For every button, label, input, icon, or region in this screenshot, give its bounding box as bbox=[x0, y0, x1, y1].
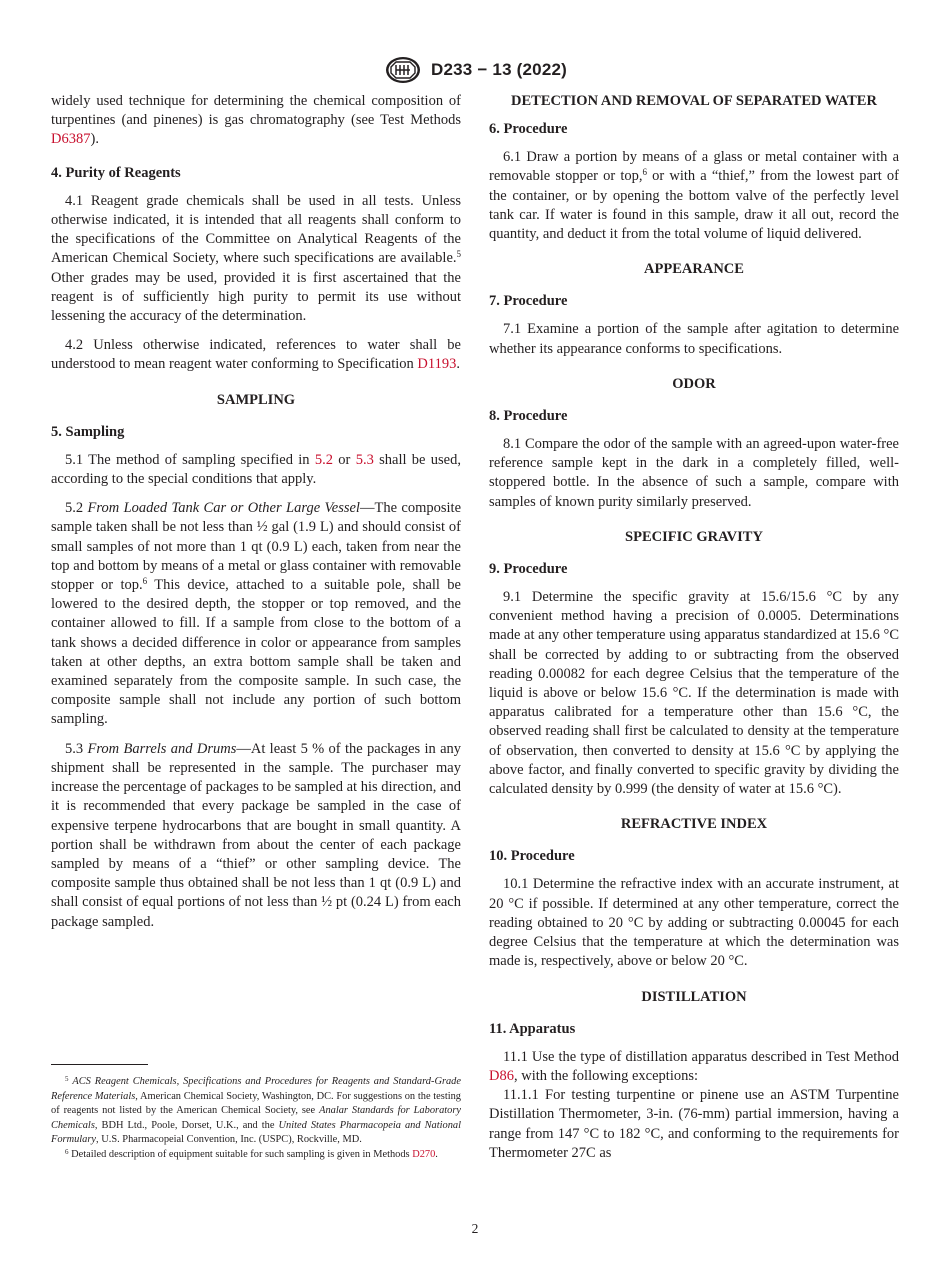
right-column bbox=[489, 92, 899, 1173]
footnote-6-marker[interactable]: 6 bbox=[142, 576, 148, 587]
section-9-title: 9. Procedure bbox=[489, 560, 568, 577]
ref-d86-link[interactable]: D86 bbox=[489, 1067, 514, 1084]
astm-logo-icon bbox=[383, 55, 423, 85]
sampling-heading: SAMPLING bbox=[216, 391, 296, 408]
section-7-title: 7. Procedure bbox=[489, 293, 568, 310]
section-8-title: 8. Procedure bbox=[489, 407, 568, 424]
distillation-heading: DISTILLATION bbox=[641, 988, 747, 1005]
paragraph-5-3: 5.3 From Barrels and Drums—At least 5 % of the packages in any shipment shall be represented in the sample. The purchaser may increase the percentage of packages to be sampled at his direction, and it is recommended that every package be sampled in the case of expensive terpene hydrocarbons that are bought in small quantity. A portion shall be withdrawn from about the center of each package sampled by means of a “thief” or other sampling device. The composite sample thus obtained shall be not less than 1 qt (0.9 L) and shall consist of equal portions of not less than ½ pt (0.24 L) from each package sampled. bbox=[51, 740, 462, 930]
page-header bbox=[0, 52, 950, 88]
intro-paragraph: widely used technique for determining the chemical composition of turpentines (and pinenes) is gas chromatography (see Test Methods D6387). bbox=[51, 93, 461, 148]
ref-d6387-link[interactable]: D6387 bbox=[51, 131, 91, 148]
paragraph-5-2: 5.2 From Loaded Tank Car or Other Large Vessel—The composite sample taken shall be not less than ½ gal (1.9 L) and should consist of small samples of not more than 1 qt (0.9 L) each, taken from near the top and bottom by means of a metal or glass container with removable stopper or top.$^6$ This device, attached to a suitable pole, shall be lowered to the desired depth, the stopper or top removed, and the container allowed to fill. If a sample from close to the bottom of a tank shows a decided difference in color or appearance from samples taken at other depths, an extra bottom sample shall be taken and examined separately from the composite sample. In such case, the composite sample shall not include any portion of such bottom sampling. bbox=[51, 500, 462, 728]
paragraph-11-1: 11.1 Use the type of distillation apparatus described in Test Method D86, with the following exceptions: bbox=[489, 1048, 899, 1084]
section-6-title: 6. Procedure bbox=[489, 121, 568, 137]
separated-water-heading: DETECTION AND REMOVAL OF SEPARATED WATER bbox=[511, 93, 877, 109]
section-5-title: 5. Sampling bbox=[51, 423, 125, 440]
ref-5-2-link[interactable]: 5.2 bbox=[314, 451, 333, 468]
paragraph-4-1: 4.1 Reagent grade chemicals shall be used in all tests. Unless otherwise indicated, it is intended that all reagents shall conform to the specifications of the Committee on Analytical Reagents of the American Chemical Society, where such specifications are available.$^5$ Other grades may be used, provided it is first ascertained that the reagent is of sufficiently high purity to permit its use without lessening the accuracy of the determination. bbox=[51, 192, 461, 325]
footnote-6: $^6$ Detailed description of equipment suitable for such sampling is given in Methods D270. bbox=[65, 1147, 438, 1160]
footnote-5-marker[interactable]: 5 bbox=[456, 249, 461, 260]
paragraph-5-1: 5.1 The method of sampling specified in 5.2 or 5.3 shall be used, according to the special conditions that apply. bbox=[51, 451, 461, 488]
ref-d1193-link[interactable]: D1193 bbox=[417, 356, 457, 373]
paragraph-8-1: 8.1 Compare the odor of the sample with an agreed-upon water-free reference sample kept in the dark in a completely filled, well-stoppered bottle. In the absence of such a sample, compare with samples of known purity similarly preserved. bbox=[489, 436, 899, 510]
section-11-title: 11. Apparatus bbox=[489, 1020, 576, 1037]
paragraph-7-1: 7.1 Examine a portion of the sample after agitation to determine whether its appearance conforms to specifications. bbox=[489, 321, 899, 357]
section-10-title: 10. Procedure bbox=[489, 848, 575, 865]
footnote-divider bbox=[51, 1064, 148, 1065]
paragraph-4-2: 4.2 Unless otherwise indicated, references to water shall be understood to mean reagent water conforming to Specification D1193. bbox=[51, 337, 461, 373]
ref-5-3-link[interactable]: 5.3 bbox=[355, 451, 374, 468]
specific-gravity-heading: SPECIFIC GRAVITY bbox=[625, 528, 763, 545]
refractive-index-heading: REFRACTIVE INDEX bbox=[620, 816, 768, 833]
odor-heading: ODOR bbox=[672, 375, 716, 392]
paragraph-10-1: 10.1 Determine the refractive index with an accurate instrument, at 20 °C if possible. If determined at any other temperature, correct the reading obtained to 20 °C by adding or subtracting 0.00045 for each degree Celsius that the temperature at which the determination was made is, respectively, above or below 20 °C. bbox=[489, 876, 899, 970]
paragraph-11-1-1: 11.1.1 For testing turpentine or pinene use an ASTM Turpentine Distillation Thermometer, 3-in. (76-mm) partial immersion, having a range from 147 °C to 182 °C, and conforming to the requirements for Thermometer 27C as bbox=[489, 1087, 899, 1161]
paragraph-6-1: 6.1 Draw a portion by means of a glass or metal container with a removable stopper or top,$^6$ or with a “thief,” from the lowest part of the container, or by opening the bottom valve of the perfectly level tank car. If water is found in this sample, draw it all out, record the quantity, and deduct it from the total volume of liquid delivered. bbox=[489, 149, 899, 243]
footnote-5: $^5$ ACS Reagent Chemicals, Specifications and Procedures for Reagents and Standard-Grade Reference Materials, American Chemical Society, Washington, DC. For suggestions on the testing of reagents not listed by the American Chemical Society, see Analar Standards for Laboratory Chemicals, BDH Ltd., Poole, Dorset, U.K., and the United States Pharmacopeia and National Formulary, U.S. Pharmacopeial Convention, Inc. (USPC), Rockville, MD. bbox=[51, 1075, 461, 1146]
footnotes bbox=[51, 1064, 461, 1163]
document-id: D233 − 13 (2022) bbox=[431, 60, 567, 79]
paragraph-9-1: 9.1 Determine the specific gravity at 15.6/15.6 °C by any convenient method having a precision of 0.0005. Determinations made at any other temperature using apparatus standardized at 15.6 °C shall be corrected by adding to or subtracting from the observed reading 0.00082 for each degree Celsius that the temperature of the liquid is above or below 15.6 °C. If the determination is made with apparatus calibrated for a temperature other than 15.6 °C, the observed reading shall first be calculated to density at the temperature of observation, then converted to density at 15.6 °C by applying the above factor, and finally converted to specific gravity by dividing the calculated density by 0.999 (the density of water at 15.6 °C). bbox=[489, 589, 899, 798]
footnote-6-marker[interactable]: 6 bbox=[642, 167, 648, 178]
section-4-title: 4. Purity of Reagents bbox=[51, 164, 181, 181]
left-column bbox=[51, 92, 461, 942]
page-number: 2 bbox=[471, 1221, 479, 1236]
ref-d270-link[interactable]: D270 bbox=[412, 1148, 436, 1160]
appearance-heading: APPEARANCE bbox=[644, 261, 744, 278]
